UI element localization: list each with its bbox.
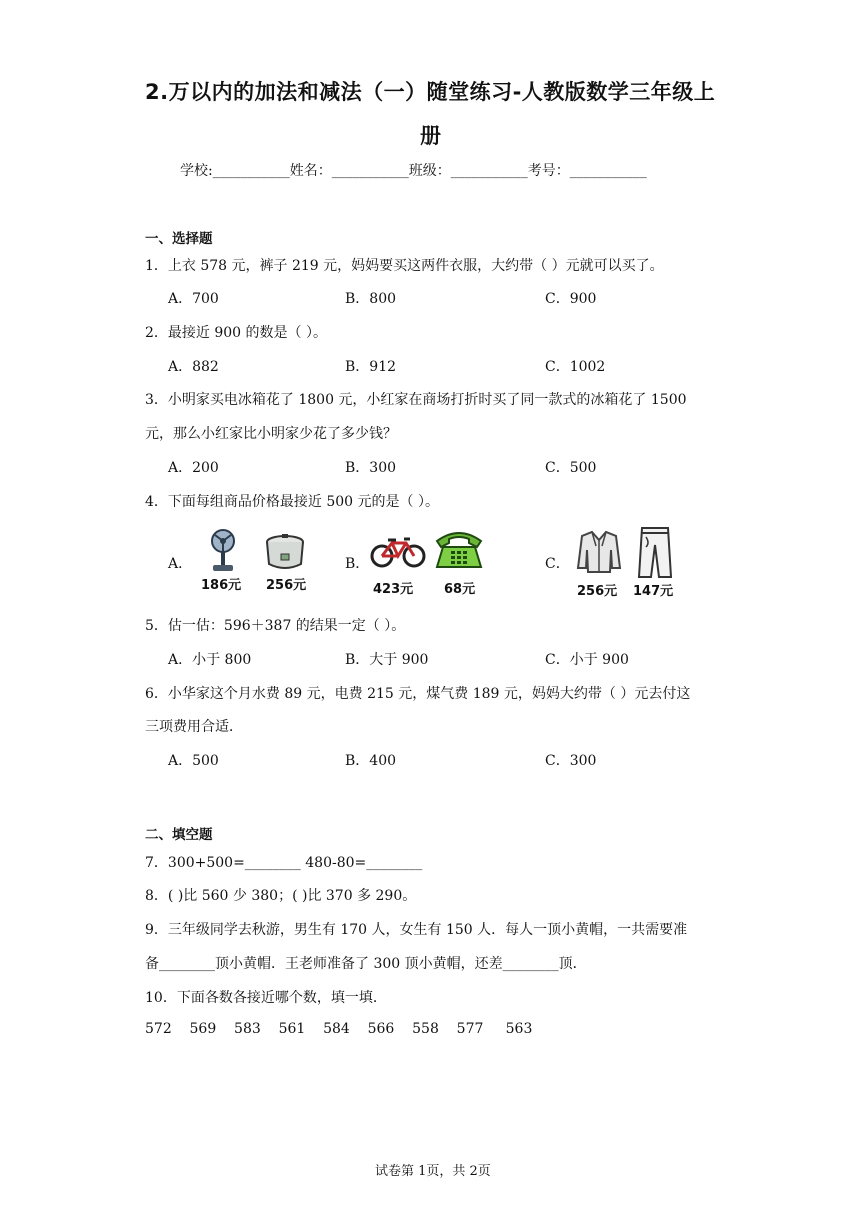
q6-option-b: B．400	[345, 753, 397, 769]
question-10-numbers: 572 569 583 561 584 566 558 577 563	[145, 1021, 533, 1037]
q1-option-b: B．800	[345, 291, 397, 307]
q2-option-c: C．1002	[545, 359, 606, 375]
q1-option-a: A．700	[168, 291, 219, 307]
price-label: 256元	[577, 584, 618, 599]
question-9-line-2: 备________顶小黄帽．王老师准备了 300 顶小黄帽，还差________顶．	[145, 956, 587, 972]
q2-option-b: B．912	[345, 359, 397, 375]
bicycle-icon	[370, 535, 426, 569]
q3-option-a: A．200	[168, 460, 219, 476]
q2-option-a: A．882	[168, 359, 219, 375]
telephone-icon	[433, 527, 485, 571]
price-label: 68元	[444, 582, 476, 597]
price-label: 423元	[373, 582, 414, 597]
section-heading-fill-in: 二、填空题	[145, 827, 213, 843]
question-9-line-1: 9．三年级同学去秋游，男生有 170 人，女生有 150 人．每人一顶小黄帽，一共需要准	[145, 922, 688, 938]
q5-option-b: B．大于 900	[345, 652, 429, 668]
q4-option-c: C．	[545, 556, 570, 572]
fan-icon	[205, 527, 241, 575]
section-heading-choice: 一、选择题	[145, 231, 213, 247]
document-title: 2.万以内的加法和减法（一）随堂练习-人教版数学三年级上	[145, 80, 716, 104]
q5-option-c: C．小于 900	[545, 652, 629, 668]
q4-option-b: B．	[345, 556, 370, 572]
student-info-line: 学校:___________姓名：___________班级：___________考号：___________	[180, 163, 647, 179]
price-label: 147元	[633, 584, 674, 599]
q5-option-a: A．小于 800	[168, 652, 252, 668]
question-3-line-2: 元，那么小红家比小明家少花了多少钱？	[145, 426, 397, 442]
document-title-continued: 册	[420, 124, 442, 148]
page-footer: 试卷第 1页，共 2页	[375, 1164, 491, 1179]
trousers-icon	[636, 525, 674, 579]
q6-option-a: A．500	[168, 753, 219, 769]
question-3-line-1: 3．小明家买电冰箱花了 1800 元，小红家在商场打折时买了同一款式的冰箱花了 1500	[145, 392, 687, 408]
question-2: 2．最接近 900 的数是（ ）。	[145, 325, 327, 341]
question-4: 4．下面每组商品价格最接近 500 元的是（ ）。	[145, 494, 439, 510]
question-6-line-1: 6．小华家这个月水费 89 元，电费 215 元，煤气费 189 元，妈妈大约带（ ）元去付这	[145, 686, 691, 702]
q3-option-c: C．500	[545, 460, 597, 476]
question-5: 5．估一估：596＋387 的结果一定（ ）。	[145, 618, 406, 634]
price-label: 256元	[266, 578, 307, 593]
q3-option-b: B．300	[345, 460, 397, 476]
question-6-line-2: 三项费用合适．	[145, 719, 243, 735]
question-7: 7．300+500=________ 480-80=________	[145, 855, 423, 871]
jacket-icon	[576, 528, 622, 574]
question-10: 10．下面各数各接近哪个数，填一填．	[145, 990, 387, 1006]
q4-option-a: A．	[168, 556, 193, 572]
q1-option-c: C．900	[545, 291, 597, 307]
price-label: 186元	[201, 578, 242, 593]
question-8: 8．( )比 560 少 380；( )比 370 多 290。	[145, 888, 417, 904]
question-1: 1．上衣 578 元，裤子 219 元，妈妈要买这两件衣服，大约带（ ）元就可以买了。	[145, 258, 664, 274]
rice-cooker-icon	[262, 532, 308, 572]
q6-option-c: C．300	[545, 753, 597, 769]
